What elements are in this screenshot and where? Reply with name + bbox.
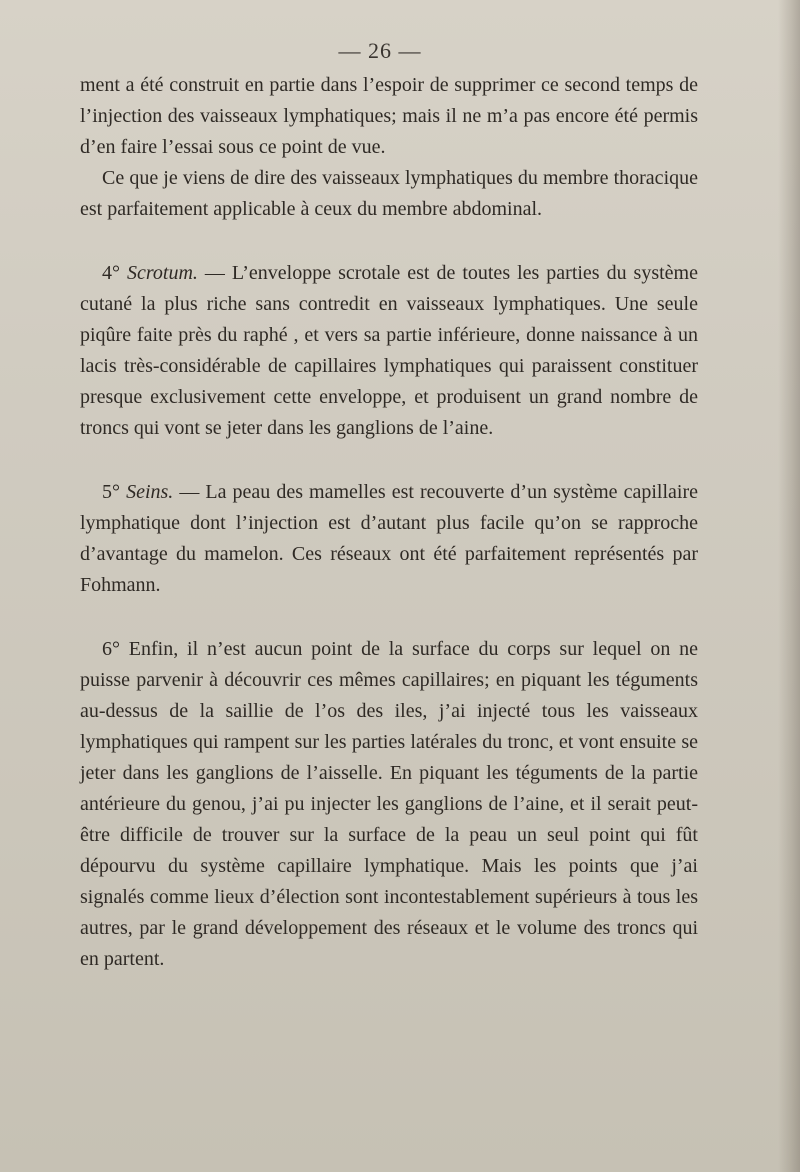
paragraph-2 (80, 163, 698, 225)
page-number: — 26 — (338, 38, 422, 63)
paragraph-3 (80, 258, 698, 444)
paragraph-1 (80, 70, 698, 163)
paragraph-4-text: — La peau des mamelles est recouverte d’un système capillaire lymphatique dont l’injection est d’autant plus facile qu’on se rapproche d’avantage du mamelon. Ces réseaux ont été parfaitement représentés par Fohmann. (80, 481, 699, 596)
page-edge-shadow (778, 0, 800, 1172)
body-text (80, 70, 698, 975)
paragraph-1-text: ment a été construit en partie dans l’espoir de supprimer ce second temps de l’injection des vaisseaux lymphatiques; mais il ne m’a pas encore été permis d’en faire l’essai sous ce point de vue. (80, 74, 698, 158)
section-title-seins: Seins. (126, 481, 174, 503)
paragraph-3-text: — L’enveloppe scrotale est de toutes les parties du système cutané la plus riche sans contredit en vaisseaux lymphatiques. Une seule piqûre faite près du raphé , et vers sa partie inférieure, donne naissance à un lacis très-considérable de capillaires lymphatiques qui paraissent constituer presque exclusivement cette enveloppe, et produisent un grand nombre de troncs qui vont se jeter dans les ganglions de l’aine. (80, 262, 698, 439)
paragraph-2-text: Ce que je viens de dire des vaisseaux lymphatiques du membre thoracique est parfaitement applicable à ceux du membre abdominal. (80, 167, 698, 220)
paragraph-5-text: Enfin, il n’est aucun point de la surface du corps sur lequel on ne puisse parvenir à découvrir ces mêmes capillaires; en piquant les téguments au-dessus de la saillie de l’os des iles, j’ai injecté tous les vaisseaux lymphatiques qui rampent sur les parties latérales du tronc, et vont ensuite se jeter dans les ganglions de l’aisselle. En piquant les téguments de la partie antérieure du genou, j’ai pu injecter les ganglions de l’aine, et il serait peut-être difficile de trouver sur la surface de la peau un seul point qui fût dépourvu du système capillaire lymphatique. Mais les points que j’ai signalés comme lieux d’élection sont incontestablement supérieurs à tous les autres, par le grand développement des réseaux et le volume des troncs qui en partent. (80, 638, 698, 970)
paragraph-4 (80, 477, 698, 601)
section-number-4: 4° (102, 262, 120, 284)
section-number-6: 6° (102, 638, 120, 660)
paragraph-5 (80, 634, 698, 975)
section-number-5: 5° (102, 481, 120, 503)
section-title-scrotum: Scrotum. (126, 262, 198, 284)
